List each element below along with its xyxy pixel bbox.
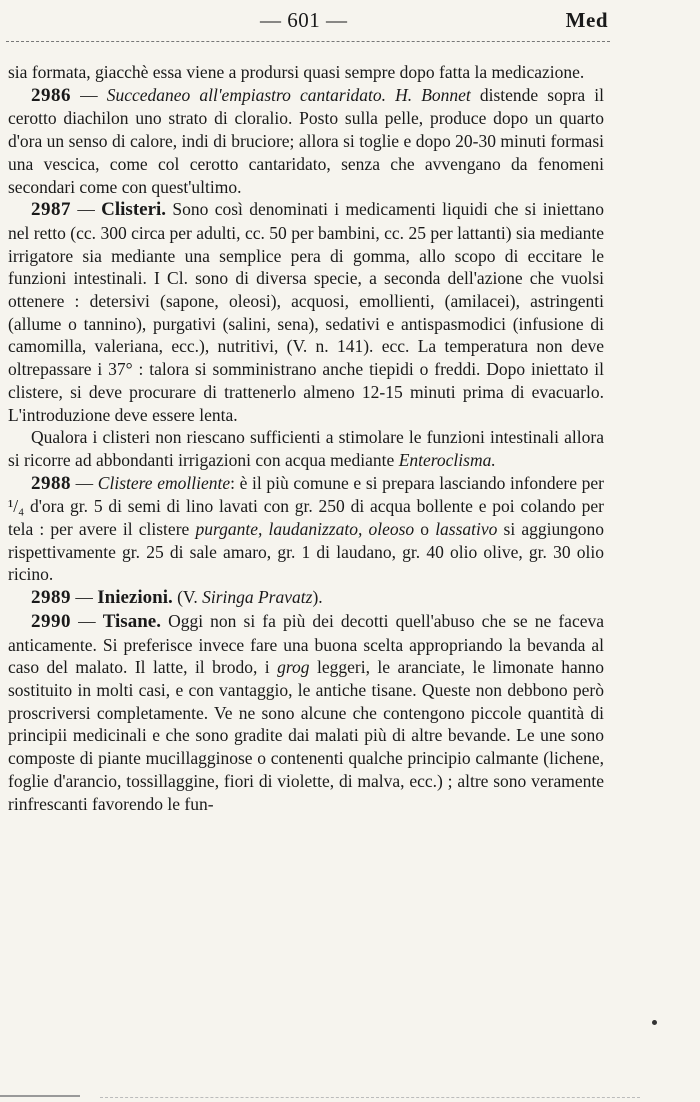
page-header (0, 6, 700, 34)
italic-text: lassativo (435, 519, 498, 540)
italic-text: grog (277, 657, 310, 678)
page-number: — 601 — (260, 8, 348, 32)
text-run: — (71, 587, 98, 608)
text-run: leggeri, le aranciate, le limonate hanno sostituito in molti casi, e con vantaggio, le antiche tisane. Queste non debbono però proscriversi completamente. Ve ne sono alcune che contengono piccole quantità di principii medicinali e che sono gradite dai malati più di altre bevande. Le une sono composte di piante mucillagginose o contenenti qualche principio calmante (lichene, foglie d'arancio, tossillaggine, fiori di violette, di malva, ecc.) ; altre sono veramente rinfrescanti favorendo le fun- (8, 657, 605, 814)
body-text (8, 61, 604, 815)
text-run: — (71, 472, 98, 493)
paragraph-p2987b (8, 426, 604, 471)
text-run: sia formata, giacchè essa viene a prodursi quasi sempre dopo fatta la medicazione. (8, 62, 585, 82)
text-run: ). (312, 587, 323, 608)
paragraph-p2990 (8, 610, 604, 815)
paragraph-p2986 (8, 84, 604, 199)
text-run: Oggi non si fa più dei decotti quell'abuso che se ne faceva anticamente. Si preferisce invece fare una buona scelta appropriando la bevanda al caso del malato. Il latte, il brodo, i (8, 610, 604, 678)
text-run: — (71, 84, 107, 105)
text-run: (V. (172, 587, 203, 608)
margin-speck (652, 1020, 657, 1025)
text-run: : è il più comune e si prepara lasciando infondere per ¹/₄ d'ora gr. 5 di semi di lino lavati con gr. 250 di acqua bollente e poi colando per tela : per avere il clistere (8, 472, 605, 540)
italic-text: Clistere emolliente (97, 472, 231, 493)
entry-title: Tisane. (102, 610, 161, 632)
text-run: si aggiungono rispettivamente gr. 25 di sale amaro, gr. 1 di laudano, gr. 40 olio olive, gr. 30 olio ricino. (8, 519, 604, 585)
italic-text: Siringa Pravatz (202, 587, 313, 608)
italic-text: Succedaneo all'empiastro cantaridato. H. Bonnet (106, 84, 471, 105)
paragraph-p2989 (8, 586, 604, 610)
text-run: Sono così denominati i medicamenti liquidi che si iniettano nel retto (cc. 300 circa per adulti, cc. 50 per bambini, cc. 25 per lattanti) sia mediante irrigatore sia mediante una semplice pera di gomma, allo scopo di eccitare le funzioni intestinali. I Cl. sono di diversa specie, a seconda dell'azione che vuolsi ottenere : detersivi (sapone, oleosi), acquosi, emollienti, (amilacei), astringenti (allume o tannino), purgativi (salini, sena), sedativi e antispasmodici (infusione di camomilla, valeriana, ecc.), nutritivi, (V. n. 141). ecc. La temperatura non deve oltrepassare i 37° : talora si somministrano anche tiepidi o freddi. Dopo iniettato il clistere, si deve procurare di trattenerlo almeno 12-15 minuti prima di evacuarlo. L'introduzione deve essere lenta. (8, 199, 604, 425)
text-run: distende sopra il cerotto diachilon uno strato di cloralio. Posto sulla pelle, produce dopo un quarto d'ora un senso di calore, indi di bruciore; allora si toglie e dopo 20-30 minuti formasi una vescica, come col cerotto cantaridato, senza che avvengano da fenomeni secondari come con quest'ultimo. (8, 84, 605, 197)
text-run: — (71, 610, 103, 631)
bottom-edge-mark (0, 1095, 80, 1097)
entry-title: Iniezioni. (97, 587, 173, 609)
bottom-edge-rule (100, 1097, 640, 1099)
header-rule (6, 41, 610, 42)
running-head: Med (565, 8, 608, 32)
italic-text: Enteroclisma. (398, 449, 496, 470)
text-run: — (71, 199, 102, 220)
entry-number: 2986 (31, 84, 71, 106)
entry-number: 2988 (31, 472, 71, 494)
entry-number: 2989 (31, 587, 71, 609)
entry-number: 2987 (31, 199, 71, 221)
paragraph-p2987 (8, 198, 604, 426)
text-run: o (414, 519, 436, 540)
paragraph-p0 (8, 61, 604, 84)
italic-text: purgante, laudanizzato, oleoso (195, 519, 415, 540)
text-run: Qualora i clisteri non riescano sufficienti a stimolare le funzioni intestinali allora si ricorre ad abbondanti irrigazioni con acqua mediante (8, 427, 604, 470)
paragraph-p2988 (8, 472, 604, 587)
entry-title: Clisteri. (101, 199, 167, 221)
entry-number: 2990 (31, 610, 71, 632)
